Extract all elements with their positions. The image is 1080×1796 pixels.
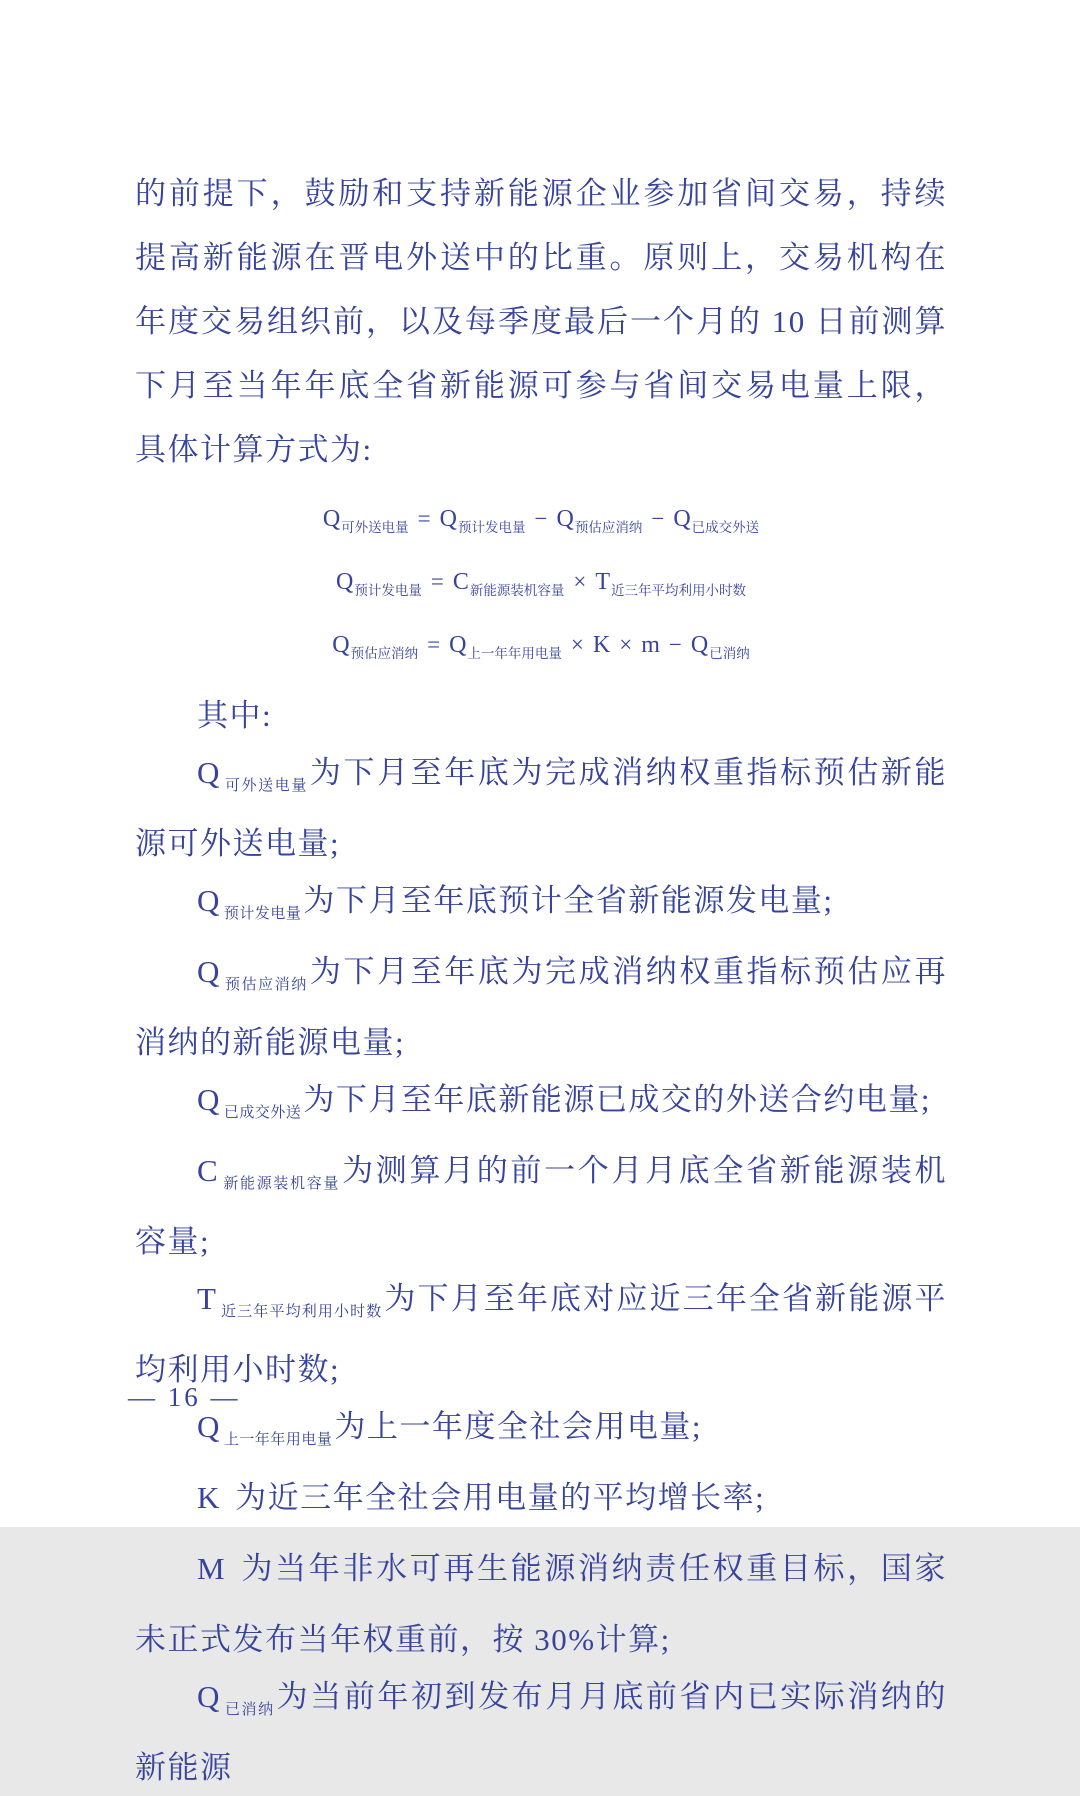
definition-text: 为当前年初到发布月月底前省内已实际消纳的新能源 [135,1679,947,1785]
definition-text: 为下月至年底新能源已成交的外送合约电量; [303,1082,932,1117]
variable-symbol: Q [197,1679,221,1714]
variable-subscript: 上一年年用电量 [223,1432,333,1448]
definition-estimated-consumption [135,943,947,1071]
formula-operator: − [651,506,665,531]
formula-forecast-generation [135,555,947,618]
formula-operator: × [619,632,633,657]
formula-operator: − [534,506,548,531]
formula-term: T [595,569,610,595]
definition-text: 为近三年全社会用电量的平均增长率; [225,1480,766,1515]
variable-subscript: 可外送电量 [223,778,308,794]
variable-subscript: 新能源装机容量 [222,1176,341,1192]
variable-symbol: T [197,1281,218,1316]
definition-text: 为下月至年底为完成消纳权重指标预估应再消纳的新能源电量; [135,954,947,1060]
formula-term: Q [439,506,457,532]
among-label: 其中: [197,698,273,733]
formula-term: Q [673,506,691,532]
formula-term: K [592,632,611,658]
formula-term: Q [556,506,574,532]
definition-text: 为下月至年底预计全省新能源发电量; [303,883,834,918]
definition-text: 为下月至年底对应近三年全省新能源平均利用小时数; [135,1281,947,1387]
formula-term: Q [336,569,354,595]
variable-symbol: K [197,1480,221,1515]
variable-subscript: 预计发电量 [223,906,302,922]
variable-symbol: M [197,1551,227,1586]
variable-symbol: Q [197,954,221,989]
intro-paragraph: 的前提下，鼓励和支持新能源企业参加省间交易，持续提高新能源在晋电外送中的比重。原则上，交易机构在年度交易组织前，以及每季度最后一个月的 10 日前测算下月至当年年底全省新能源可参与省间交易电量上限，具体计算方式为: [135,176,947,467]
formula-term: C [452,569,469,595]
formula-subscript: 预估应消纳 [350,646,419,661]
formula-subscript: 预估应消纳 [574,520,643,535]
variable-subscript: 已消纳 [223,1702,275,1718]
formula-term: Q [322,506,341,532]
formula-operator: = [430,569,444,594]
definition-weight-target-m [135,1540,947,1668]
formula-subscript: 预计发电量 [458,520,526,535]
formula-operator: = [427,632,441,657]
definition-growth-rate-k [135,1469,947,1540]
definition-already-consumed [135,1668,947,1796]
page-number: — 16 — [128,1382,241,1412]
formula-term: Q [332,632,350,658]
definition-utilization-hours [135,1270,947,1398]
formula-subscript: 可外送电量 [341,520,409,535]
formula-subscript: 已成交外送 [691,520,760,535]
formula-subscript: 新能源装机容量 [469,583,565,598]
formula-operator: − [668,632,682,657]
formula-estimated-consumption [135,618,947,681]
variable-symbol: C [197,1153,220,1188]
definition-text: 为下月至年底为完成消纳权重指标预估新能源可外送电量; [135,755,947,861]
formula-term: Q [690,632,709,658]
formula-subscript: 已消纳 [709,646,750,661]
definition-text: 为当年非水可再生能源消纳责任权重目标，国家未正式发布当年权重前，按 30%计算; [135,1551,947,1657]
variable-symbol: Q [197,883,221,918]
variable-subscript: 预估应消纳 [223,977,308,993]
definition-forecast-generation [135,872,947,943]
definition-traded-export [135,1071,947,1142]
definition-installed-capacity [135,1142,947,1270]
variable-symbol: Q [197,1082,221,1117]
formula-operator: = [417,506,431,531]
definition-text: 为上一年度全社会用电量; [334,1409,703,1444]
formula-subscript: 预计发电量 [354,583,422,598]
formula-operator: × [570,632,584,657]
definition-exportable-energy [135,744,947,872]
page-content [135,162,947,1796]
formula-subscript: 上一年年用电量 [467,646,562,661]
definition-text: 为测算月的前一个月月底全省新能源装机容量; [135,1153,947,1259]
formula-term: m [641,632,660,658]
variable-subscript: 近三年平均利用小时数 [220,1304,383,1320]
formula-block [135,492,947,681]
formula-term: Q [449,632,467,658]
variable-subscript: 已成交外送 [223,1105,302,1121]
formula-exportable-energy [135,492,947,555]
formula-subscript: 近三年平均利用小时数 [611,583,746,598]
formula-operator: × [573,569,587,594]
variable-symbol: Q [197,1409,221,1444]
definition-last-year-consumption [135,1398,947,1469]
variable-symbol: Q [197,755,221,790]
